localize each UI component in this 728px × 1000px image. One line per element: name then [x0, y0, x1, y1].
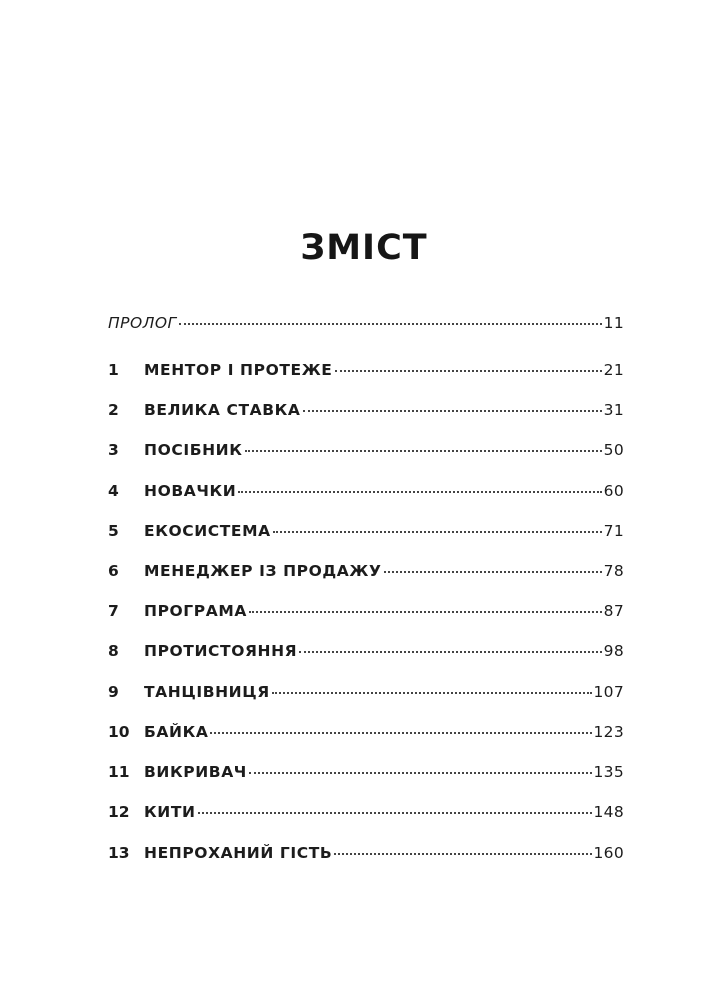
chapter-page: 60 [603, 482, 624, 500]
toc-row [108, 638, 624, 662]
chapter-page: 31 [603, 401, 624, 419]
chapter-number: 7 [108, 602, 119, 620]
toc-row [108, 437, 624, 461]
dot-leader [272, 679, 592, 697]
chapter-title: ТАНЦІВНИЦЯ [144, 683, 270, 701]
chapter-page: 135 [593, 763, 624, 781]
chapter-number: 1 [108, 361, 119, 379]
dot-leader [245, 437, 602, 455]
chapter-number: 6 [108, 562, 119, 580]
chapter-title: МЕНТОР І ПРОТЕЖЕ [144, 361, 333, 379]
toc-row-prologue [108, 310, 624, 334]
chapter-title: БАЙКА [144, 723, 209, 741]
toc-row [108, 558, 624, 582]
toc-row [108, 357, 624, 381]
chapter-title: НЕПРОХАНИЙ ГІСТЬ [144, 844, 333, 862]
chapter-title: ЕКОСИСТЕМА [144, 522, 271, 540]
toc-row [108, 679, 624, 703]
chapter-number: 9 [108, 683, 119, 701]
dot-leader [273, 518, 602, 536]
page-title: ЗМІСТ [300, 228, 428, 268]
toc-prologue-page: 11 [603, 314, 624, 332]
toc-row [108, 598, 624, 622]
chapter-number: 3 [108, 441, 119, 459]
dot-leader [210, 719, 591, 737]
dot-leader [299, 638, 601, 656]
chapter-page: 107 [593, 683, 624, 701]
chapter-page: 87 [603, 602, 624, 620]
chapter-page: 123 [593, 723, 624, 741]
dot-leader [249, 759, 592, 777]
toc-row [108, 719, 624, 743]
chapter-page: 21 [603, 361, 624, 379]
chapter-title: ПОСІБНИК [144, 441, 243, 459]
chapter-page: 148 [593, 803, 624, 821]
chapter-title: МЕНЕДЖЕР ІЗ ПРОДАЖУ [144, 562, 382, 580]
chapter-page: 50 [603, 441, 624, 459]
toc-row [108, 799, 624, 823]
chapter-title: ВИКРИВАЧ [144, 763, 247, 781]
chapter-page: 160 [593, 844, 624, 862]
toc-prologue-label: ПРОЛОГ [108, 314, 177, 332]
toc-row [108, 759, 624, 783]
toc-row [108, 518, 624, 542]
chapter-number: 8 [108, 642, 119, 660]
dot-leader [384, 558, 602, 576]
chapter-number: 2 [108, 401, 119, 419]
chapter-number: 4 [108, 482, 119, 500]
chapter-page: 78 [603, 562, 624, 580]
dot-leader [334, 840, 591, 858]
chapter-title: КИТИ [144, 803, 196, 821]
dot-leader [179, 310, 602, 328]
chapter-title: ПРОТИСТОЯННЯ [144, 642, 298, 660]
toc-row [108, 478, 624, 502]
dot-leader [303, 397, 602, 415]
chapter-number: 12 [108, 803, 130, 821]
dot-leader [249, 598, 602, 616]
toc-row [108, 397, 624, 421]
chapter-page: 71 [603, 522, 624, 540]
chapter-title: ПРОГРАМА [144, 602, 247, 620]
dot-leader [335, 357, 602, 375]
chapter-number: 5 [108, 522, 119, 540]
chapter-number: 10 [108, 723, 130, 741]
chapter-number: 13 [108, 844, 130, 862]
toc-row [108, 840, 624, 864]
dot-leader [198, 799, 592, 817]
dot-leader [238, 478, 601, 496]
chapter-number: 11 [108, 763, 130, 781]
chapter-title: ВЕЛИКА СТАВКА [144, 401, 301, 419]
chapter-page: 98 [603, 642, 624, 660]
chapter-title: НОВАЧКИ [144, 482, 237, 500]
